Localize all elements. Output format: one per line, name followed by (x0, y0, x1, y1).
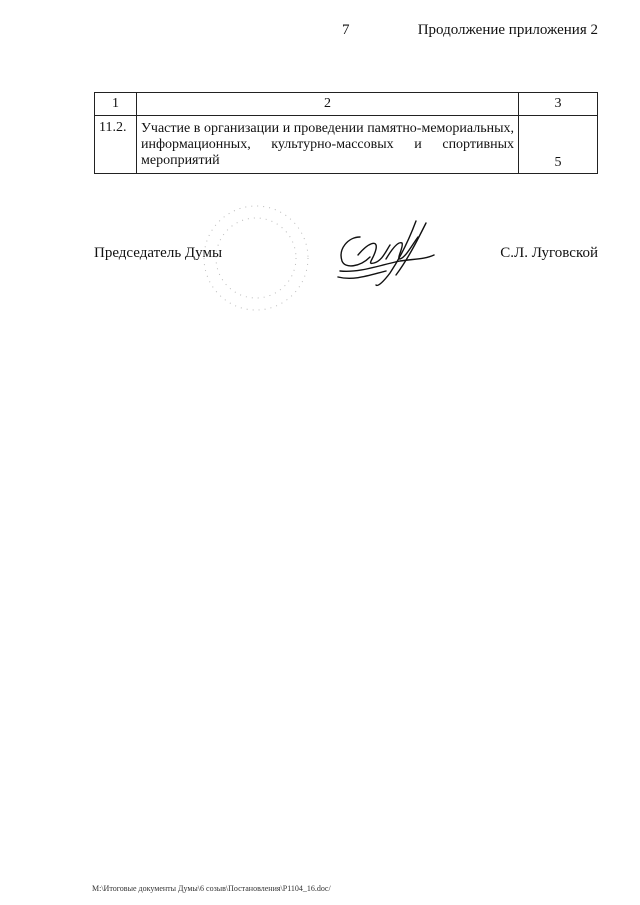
column-number-2: 2 (137, 93, 519, 116)
signer-title: Председатель Думы (94, 245, 223, 261)
column-number-3: 3 (519, 93, 598, 116)
table-row (95, 116, 598, 174)
table-header-row (95, 93, 598, 116)
row-value: 5 (519, 116, 598, 174)
signer-name: С.Л. Луговской (500, 245, 598, 261)
signature-image (330, 215, 440, 295)
footer-file-path: M:\Итоговые документы Думы\6 созыв\Постановления\P1104_16.doc/ (92, 884, 331, 893)
description-line: информационных, культурно-массовых и спортивных (141, 137, 514, 152)
row-description (137, 116, 519, 174)
column-number-1: 1 (95, 93, 137, 116)
appendix-continuation-note: Продолжение приложения 2 (417, 22, 598, 38)
row-number: 11.2. (95, 116, 137, 174)
description-line: мероприятий (141, 153, 220, 168)
page-number: 7 (342, 22, 350, 38)
appendix-table (94, 92, 598, 174)
description-line: Участие в организации и проведении памятно-мемориальных, (141, 121, 514, 136)
